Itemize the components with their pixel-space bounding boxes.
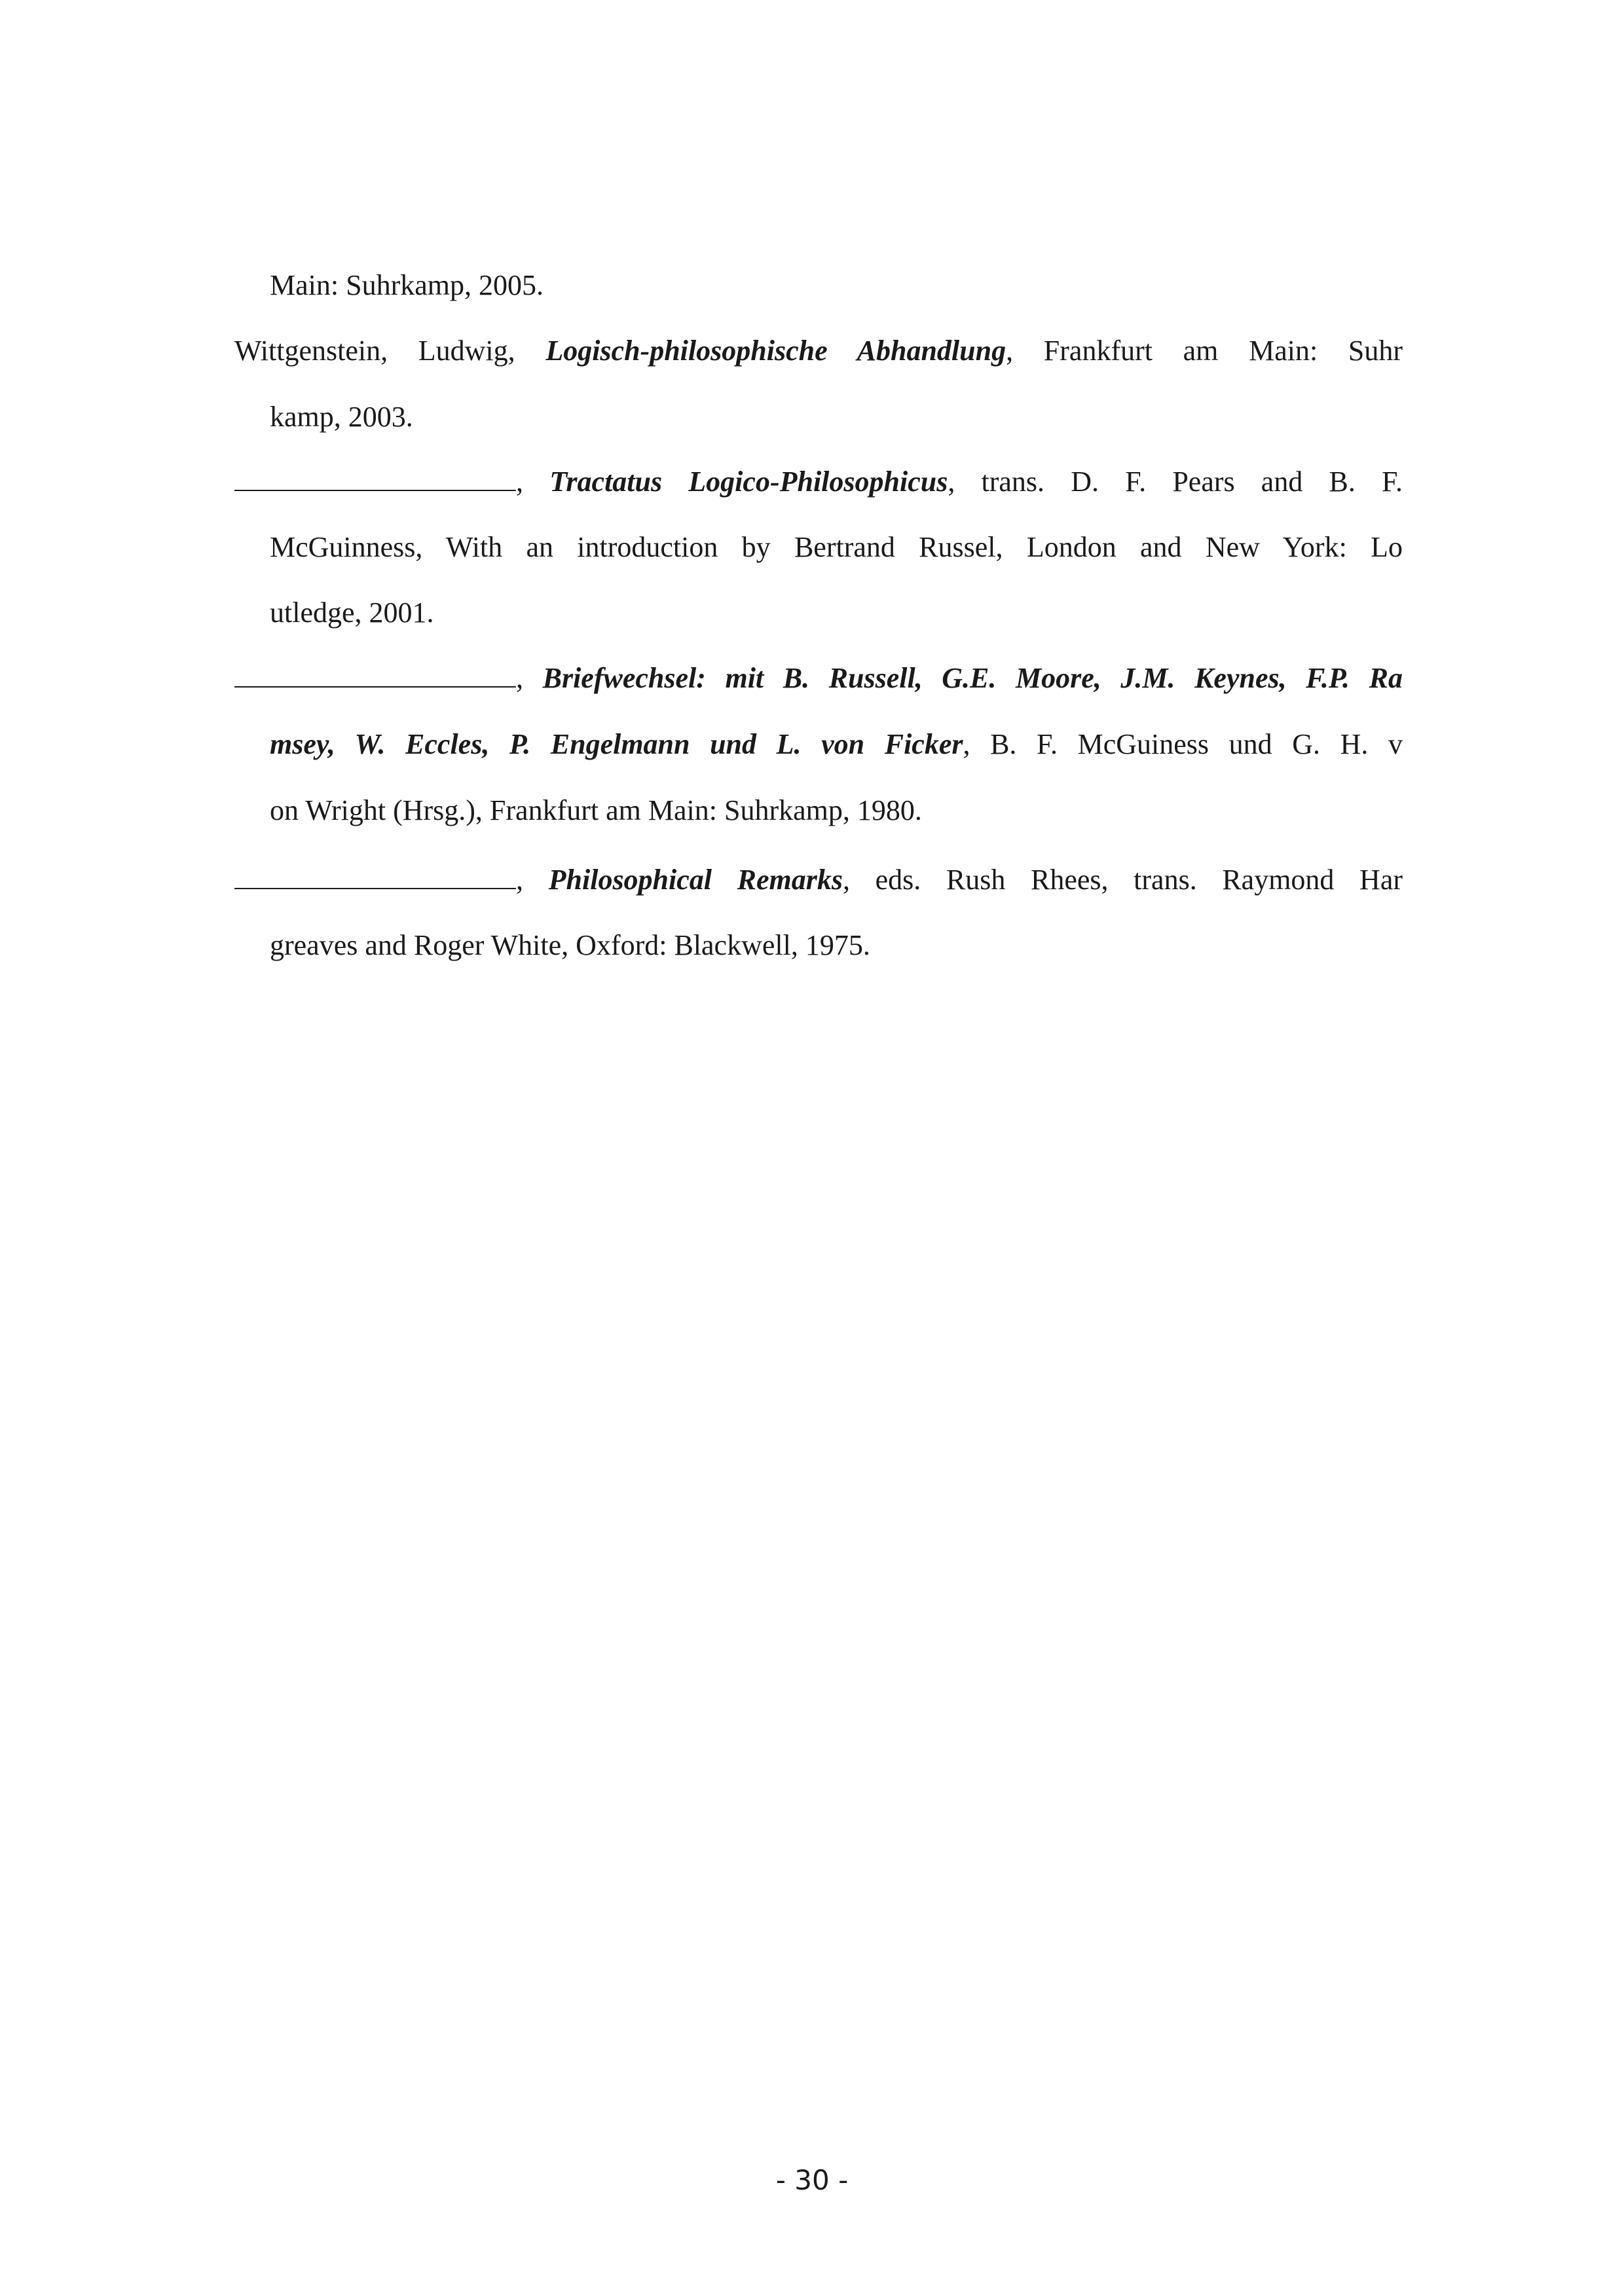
bibliography-line (270, 528, 1403, 567)
entry-publication: , B. F. McGuiness und G. H. v (963, 728, 1403, 760)
entry-publication: , trans. D. F. Pears and B. F. (948, 466, 1403, 498)
entry-publication: , Frankfurt am Main: Suhr (1006, 335, 1403, 367)
entry-title: Logisch-philosophische Abhandlung (545, 335, 1006, 367)
bibliography-entry-remarks (234, 860, 1403, 900)
comma: , (516, 864, 523, 896)
entry-title: Tractatus Logico-Philosophicus (549, 466, 948, 498)
entry-publication-cont: on Wright (Hrsg.), Frankfurt am Main: Suhrkamp, 1980. (270, 794, 922, 826)
bibliography-entry-logisch (234, 331, 1403, 371)
bibliography-line (270, 791, 922, 830)
entry-publication: , eds. Rush Rhees, trans. Raymond Har (843, 864, 1403, 896)
bibliography-entry-tractatus (234, 462, 1403, 502)
bibliography-line (270, 593, 434, 633)
page-number: - 30 - (775, 2164, 849, 2196)
bibliography-line (270, 926, 870, 965)
entry-text: Main: Suhrkamp, 2005. (270, 269, 544, 301)
entry-publication-cont: kamp, 2003. (270, 401, 413, 433)
entry-publication-cont: greaves and Roger White, Oxford: Blackwell, 1975. (270, 929, 870, 961)
author-repeat-rule (234, 462, 516, 491)
bibliography-entry-briefwechsel (234, 659, 1403, 698)
comma: , (516, 466, 523, 498)
bibliography-line (270, 725, 1403, 764)
entry-title: Briefwechsel: mit B. Russell, G.E. Moore, J.M. Keynes, F.P. Ra (542, 662, 1403, 694)
author-repeat-rule (234, 659, 516, 688)
entry-publication-cont: McGuinness, With an introduction by Bertrand Russel, London and New York: Lo (270, 531, 1403, 563)
entry-title-cont: msey, W. Eccles, P. Engelmann und L. von Ficker (270, 728, 963, 760)
author-repeat-rule (234, 860, 516, 889)
entry-publication-cont: utledge, 2001. (270, 597, 434, 629)
bibliography-line (270, 266, 544, 305)
comma: , (516, 662, 523, 694)
entry-author: Wittgenstein, Ludwig, (234, 335, 515, 367)
bibliography-line (270, 397, 413, 437)
entry-title: Philosophical Remarks (548, 864, 843, 896)
